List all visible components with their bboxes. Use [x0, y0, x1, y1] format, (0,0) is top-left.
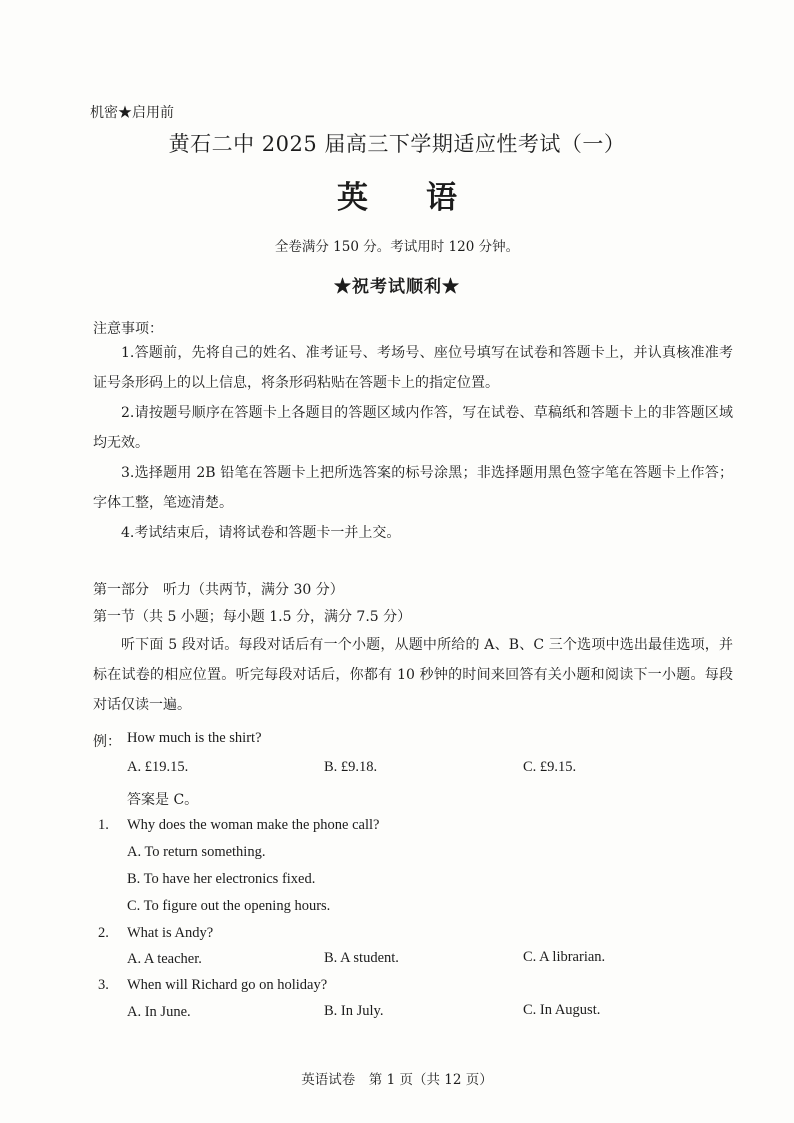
question-number: 2. [98, 925, 109, 941]
option-a: A. A teacher. [127, 951, 202, 967]
option-a: A. To return something. [127, 844, 266, 860]
part1-title: 第一部分 听力（共两节，满分 30 分） [93, 582, 344, 598]
example-option-c: C. £9.15. [523, 759, 577, 775]
example-option-a: A. £19.15. [127, 759, 189, 775]
good-luck-banner: ★祝考试顺利★ [334, 277, 460, 297]
confidential-label: 机密★启用前 [90, 105, 174, 121]
subject-char-2: 语 [426, 180, 457, 216]
option-c: C. In August. [523, 1002, 601, 1018]
subject-title [0, 172, 794, 217]
notice-item-3: 3.选择题用 2B 铅笔在答题卡上把所选答案的标号涂黑；非选择题用黑色签字笔在答题卡上作答；字体工整，笔迹清楚。 [93, 465, 733, 511]
option-a: A. In June. [127, 1004, 191, 1020]
subject-char-1: 英 [337, 180, 368, 216]
score-line: 全卷满分 150 分。考试用时 120 分钟。 [274, 239, 520, 255]
example-label: 例： [93, 734, 121, 750]
question-text: When will Richard go on holiday? [127, 977, 328, 993]
option-b: B. A student. [324, 950, 399, 966]
notice-heading: 注意事项： [93, 321, 163, 337]
option-c: C. To figure out the opening hours. [127, 898, 331, 914]
question-number: 1. [98, 817, 109, 833]
option-b: B. To have her electronics fixed. [127, 871, 316, 887]
notice-item-1: 1.答题前，先将自己的姓名、准考证号、考场号、座位号填写在试卷和答题卡上，并认真核准准考证号条形码上的以上信息，将条形码粘贴在答题卡上的指定位置。 [93, 345, 733, 391]
example-answer: 答案是 C。 [127, 792, 199, 808]
listening-instructions: 听下面 5 段对话。每段对话后有一个小题，从题中所给的 A、B、C 三个选项中选出最佳选项，并标在试卷的相应位置。听完每段对话后，你都有 10 秒钟的时间来回答有关小题和阅读下一小题。每段对话仅读一遍。 [93, 637, 733, 713]
question-text: Why does the woman make the phone call? [127, 817, 380, 833]
question-number: 3. [98, 977, 109, 993]
section1-title: 第一节（共 5 小题；每小题 1.5 分，满分 7.5 分） [93, 609, 412, 625]
option-b: B. In July. [324, 1003, 384, 1019]
notice-item-4: 4.考试结束后，请将试卷和答题卡一并上交。 [121, 525, 401, 541]
option-c: C. A librarian. [523, 949, 606, 965]
example-question: How much is the shirt? [127, 730, 262, 746]
page-footer: 英语试卷 第 1 页（共 12 页） [301, 1072, 493, 1088]
notice-item-2: 2.请按题号顺序在答题卡上各题目的答题区域内作答，写在试卷、草稿纸和答题卡上的非答题区域均无效。 [93, 405, 733, 451]
example-option-b: B. £9.18. [324, 759, 378, 775]
exam-title: 黄石二中 2025 届高三下学期适应性考试（一） [168, 132, 626, 156]
question-text: What is Andy? [127, 925, 214, 941]
